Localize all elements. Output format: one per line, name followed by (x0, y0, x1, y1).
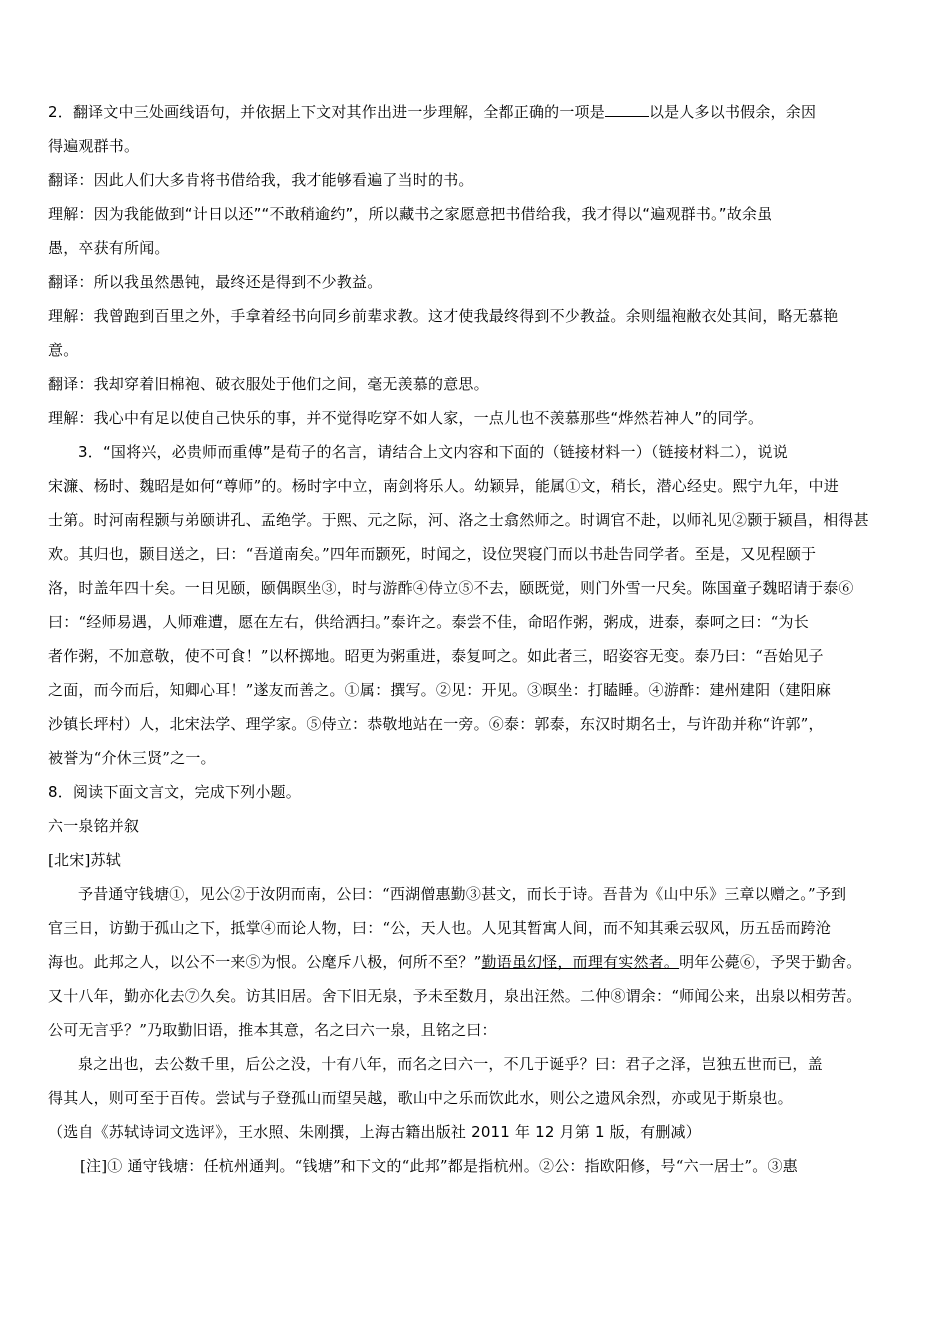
q2-line-2: 得遍观群书。 (48, 137, 140, 155)
q8-source: （选自《苏轼诗词文选评》，王水照、朱刚撰，上海古籍出版社 2011 年 12 月第 1 版，有删减） (48, 1123, 701, 1141)
q2-quote-1: 以是人多以书假余，余因 (648, 103, 817, 121)
q3-line-9: 沙镇长坪村）人，北宋法学、理学家。⑤侍立：恭敬地站在一旁。⑥泰：郭泰，东汉时期名士，与许劭并称“许郭”， (48, 715, 824, 733)
q8-p1-line-3-pre: 海也。此邦之人，以公不一来⑤为恨。公麾斥八极，何所不至？” (48, 953, 482, 971)
q8-author: [北宋]苏轼 (48, 851, 121, 869)
q2-understanding-1: 理解：因为我能做到“计日以还”“不敢稍逾约”，所以藏书之家愿意把书借给我，我才得以“遍观群书。”故余虽 (48, 205, 773, 223)
document-page (48, 100, 910, 1177)
answer-blank[interactable] (605, 102, 649, 117)
q8-title: 六一泉铭并叙 (48, 817, 140, 835)
q3-line-8: 之面，而今而后，知卿心耳！”遂友而善之。①属：撰写。②见：开见。③暝坐：打瞌睡。④游酢：建州建阳（建阳麻 (48, 681, 832, 699)
q2-translation-2: 翻译：所以我虽然愚钝，最终还是得到不少教益。 (48, 273, 383, 291)
q3-line-10: 被誉为“介休三贤”之一。 (48, 749, 216, 767)
q2-understanding-2-cont: 意。 (48, 341, 79, 359)
q3-line-1: 3．“国将兴，必贵师而重傅”是荀子的名言，请结合上文内容和下面的（链接材料一）（链接材料二），说说 (78, 443, 788, 461)
q2-understanding-1-cont: 愚，卒获有所闻。 (48, 239, 170, 257)
q8-p1-line-5: 公可无言乎？”乃取勤旧语，推本其意，名之曰六一泉，且铭之曰： (48, 1021, 497, 1039)
q3-line-6: 曰：“经师易遇，人师难遭，愿在左右，供给洒扫。”泰许之。泰尝不佳，命昭作粥，粥成，进泰，泰呵之曰：“为长 (48, 613, 809, 631)
q3-line-2: 宋濂、杨时、魏昭是如何“尊师”的。杨时字中立，南剑将乐人。幼颖异，能属①文，稍长，潜心经史。熙宁九年，中进 (48, 477, 839, 495)
q8-p1-line-2: 官三日，访勤于孤山之下，抵掌④而论人物，曰：“公，天人也。人见其暂寓人间，而不知其乘云驭风，历五岳而跨沧 (48, 919, 832, 937)
q8-p2-line-1: 泉之出也，去公数千里，后公之没，十有八年，而名之曰六一，不几于诞乎？曰：君子之泽，岂独五世而已，盖 (78, 1055, 823, 1073)
q2-understanding-2: 理解：我曾跑到百里之外，手拿着经书向同乡前辈求教。这才使我最终得到不少教益。余则缊袍敝衣处其间，略无慕艳 (48, 307, 839, 325)
q2-translation-3: 翻译：我却穿着旧棉袍、破衣服处于他们之间，毫无羡慕的意思。 (48, 375, 489, 393)
underlined-sentence: 勤语虽幻怪，而理有实然者。 (481, 953, 680, 971)
q8-p2-line-2: 得其人，则可至于百传。尝试与子登孤山而望吴越，歌山中之乐而饮此水，则公之遗风余烈，亦或见于斯泉也。 (48, 1089, 793, 1107)
q8-notes: [注]① 通守钱塘：任杭州通判。“钱塘”和下文的“此邦”都是指杭州。②公：指欧阳修，号“六一居士”。③惠 (80, 1157, 798, 1175)
q8-p1-line-4: 又十八年，勤亦化去⑦久矣。访其旧居。舍下旧无泉，予未至数月，泉出汪然。二仲⑧谓余：“师闻公来，出泉以相劳苦。 (48, 987, 862, 1005)
q3-line-5: 洛，时盖年四十矣。一日见颐，颐偶瞑坐③，时与游酢④侍立⑤不去，颐既觉，则门外雪一尺矣。陈国童子魏昭请于泰⑥ (48, 579, 854, 597)
q2-translation-1: 翻译：因此人们大多肯将书借给我，我才能够看遍了当时的书。 (48, 171, 474, 189)
q3-line-7: 者作粥，不加意敬，使不可食！”以杯掷地。昭更为粥重进，泰复呵之。如此者三，昭姿容无变。泰乃曰：“吾始见子 (48, 647, 824, 665)
q3-line-4: 欢。其归也，颢目送之，曰：“吾道南矣。”四年而颢死，时闻之，设位哭寝门而以书赴告同学者。至是，又见程颐于 (48, 545, 817, 563)
q8-p1-line-1: 予昔通守钱塘①，见公②于汝阴而南，公曰：“西湖僧惠勤③甚文，而长于诗。吾昔为《山中乐》三章以赠之。”予到 (78, 885, 847, 903)
q8-p1-line-3 (48, 951, 910, 973)
q2-line-1 (48, 101, 910, 123)
q8-p1-line-3-post: 明年公薨⑥，予哭于勤舍。 (679, 953, 862, 971)
q3-line-3: 士第。时河南程颢与弟颐讲孔、孟绝学。于熙、元之际，河、洛之士翕然师之。时调官不赴，以师礼见②颢于颍昌，相得甚 (48, 511, 869, 529)
q8-heading: 8．阅读下面文言文，完成下列小题。 (48, 783, 301, 801)
q2-prompt: 2．翻译文中三处画线语句，并依据上下文对其作出进一步理解，全都正确的一项是 (48, 103, 605, 121)
q2-understanding-3: 理解：我心中有足以使自己快乐的事，并不觉得吃穿不如人家，一点儿也不羡慕那些“烨然若神人”的同学。 (48, 409, 764, 427)
